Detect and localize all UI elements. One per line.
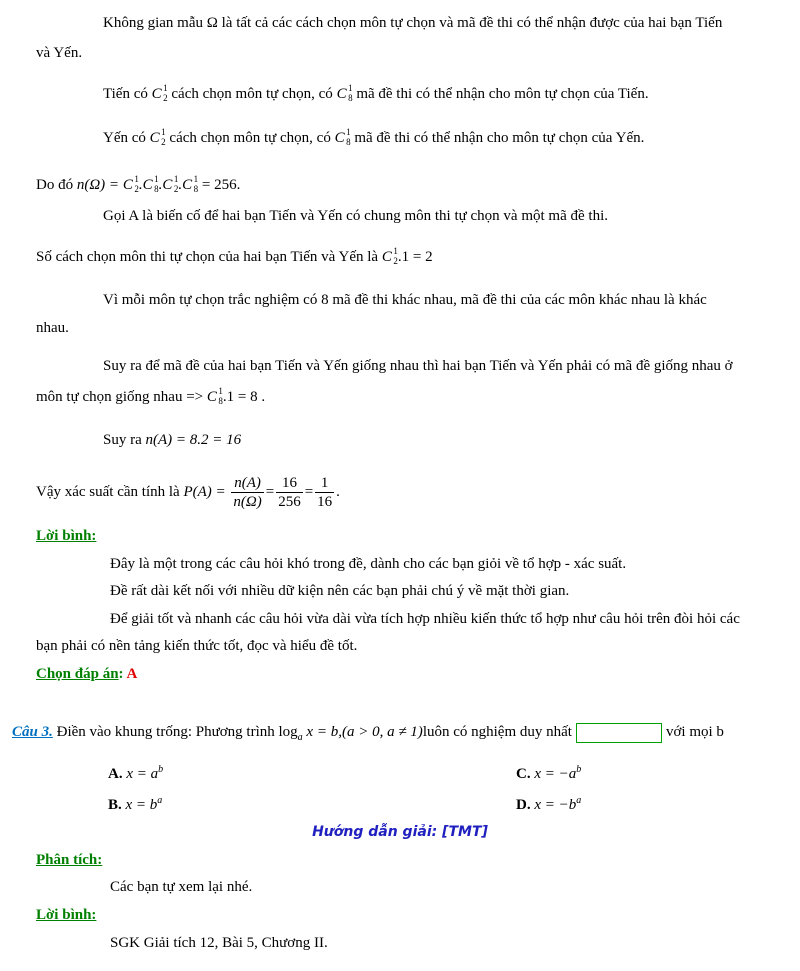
- question-text: Điền vào khung trống: Phương trình: [52, 724, 279, 740]
- commentary-line-4: bạn phải có nền tảng kiến thức tốt, đọc và hiểu đề tốt.: [36, 638, 358, 654]
- event-a-definition: Gọi A là biến cố để hai bạn Tiến và Yến có chung môn thi tự chọn và một mã đề thi.: [103, 208, 608, 224]
- fraction-16-over-256: [276, 474, 303, 511]
- question-text: luôn có nghiệm duy nhất: [422, 724, 572, 740]
- text: môn tự chọn giống nhau =>: [36, 389, 207, 405]
- formula-lhs: P(A) =: [183, 484, 226, 500]
- denominator: n(Ω): [233, 494, 262, 511]
- equation: x = b,: [306, 724, 342, 740]
- combination-c-2-1: C 1 2: [149, 127, 166, 147]
- log-expr: $\log_a$: [278, 724, 303, 743]
- text: .: [236, 177, 241, 193]
- analysis-text: Các bạn tự xem lại nhé.: [110, 879, 253, 895]
- option-text: x = b: [125, 797, 158, 813]
- numerator: 16: [276, 474, 303, 493]
- sample-space-line-2: và Yến.: [36, 45, 83, 61]
- question-label: Câu 3.: [12, 724, 53, 740]
- text: .: [336, 484, 340, 500]
- option-text: x = a: [126, 766, 159, 782]
- commentary-heading: Lời bình:: [36, 528, 97, 544]
- numerator: 1: [315, 474, 334, 493]
- formula: n(Ω) = C 1 2 .C 1 8 .C 1 2 .C 1 8: [76, 174, 199, 194]
- combination-c-8-1: C 1 8: [206, 386, 223, 406]
- text: Yến có: [103, 130, 150, 146]
- combination-c-2-1: C 1 2: [151, 83, 168, 103]
- combination-c-8-1: C 1 8: [334, 127, 351, 147]
- fraction-n-a-over-n-omega: [231, 474, 263, 511]
- text: Do đó: [36, 177, 77, 193]
- answer-letter: A: [126, 666, 138, 682]
- text: .1 = 8 .: [222, 389, 266, 405]
- option-c[interactable]: C. $x = -a^b$: [516, 764, 582, 782]
- answer-blank-box[interactable]: [576, 723, 662, 743]
- chosen-answer-label: Chọn đáp án: [36, 666, 119, 682]
- option-label: A.: [108, 766, 123, 782]
- option-text: x = −a: [534, 766, 577, 782]
- yen-choices: [103, 128, 644, 148]
- chosen-answer: [36, 664, 137, 684]
- sample-space-size: [36, 175, 240, 195]
- solution-guide-heading: Hướng dẫn giải: [TMT]: [312, 824, 488, 840]
- event-count: [103, 430, 241, 450]
- fraction-1-over-16: [315, 474, 334, 511]
- text: cách chọn môn tự chọn, có: [165, 130, 335, 146]
- option-label: C.: [516, 766, 531, 782]
- subject-choice-count: [36, 247, 433, 267]
- question-3: [12, 722, 724, 748]
- text: .1 = 2: [397, 249, 433, 265]
- condition: (a > 0, a ≠ 1): [341, 724, 423, 740]
- text: mã đề thi có thể nhận cho môn tự chọn của Tiến.: [352, 86, 649, 102]
- commentary-line-2: Đề rất dài kết nối với nhiều dữ kiện nên các bạn phải chú ý về mặt thời gian.: [110, 583, 570, 599]
- commentary-line-1: Đây là một trong các câu hỏi khó trong đề, dành cho các bạn giỏi về tổ hợp - xác suất.: [110, 556, 627, 572]
- combination-c-8-1: C 1 8: [336, 83, 353, 103]
- text: :: [118, 666, 127, 682]
- commentary-line-3: Để giải tốt và nhanh các câu hỏi vừa dài vừa tích hợp nhiều kiến thức tổ hợp như câu hỏi trên đòi hỏi các: [110, 611, 740, 627]
- commentary-heading-2: Lời bình:: [36, 907, 97, 923]
- formula-result: = 256: [201, 177, 237, 193]
- exam-code-line-2: nhau.: [36, 320, 69, 336]
- tien-choices: [103, 84, 649, 104]
- commentary-final: SGK Giải tích 12, Bài 5, Chương II.: [110, 935, 328, 951]
- denominator: 16: [317, 494, 333, 511]
- analysis-heading: Phân tích:: [36, 852, 103, 868]
- text: Số cách chọn môn thi tự chọn của hai bạn Tiến và Yến là: [36, 249, 382, 265]
- formula: n(A) = 8.2 = 16: [145, 432, 242, 448]
- text: Vậy xác suất cần tính là: [36, 484, 184, 500]
- option-text: x = −b: [534, 797, 577, 813]
- option-label: D.: [516, 797, 531, 813]
- option-b[interactable]: B. $x = b^a$: [108, 795, 163, 813]
- sample-space-line-1: Không gian mẫu Ω là tất cả các cách chọn môn tự chọn và mã đề thi có thể nhận được của hai bạn Tiến: [103, 15, 723, 31]
- option-d[interactable]: D. $x = -b^a$: [516, 795, 582, 813]
- question-text: với mọi b: [665, 724, 724, 740]
- text: mã đề thi có thể nhận cho môn tự chọn của Yến.: [350, 130, 645, 146]
- exam-code-line-1: Vì mỗi môn tự chọn trắc nghiệm có 8 mã đề thi khác nhau, mã đề thi của các môn khác nhau là khác: [103, 292, 707, 308]
- numerator: n(A): [231, 474, 263, 493]
- same-code-line-1: Suy ra để mã đề của hai bạn Tiến và Yến giống nhau thì hai bạn Tiến và Yến phải có mã đề giống nhau ở: [103, 358, 733, 374]
- same-code-line-2: [36, 387, 265, 407]
- option-label: B.: [108, 797, 122, 813]
- denominator: 256: [278, 494, 301, 511]
- text: Tiến có: [103, 86, 152, 102]
- combination-c-2-1: C 1 2: [381, 246, 398, 266]
- probability-result: Vậy xác suất cần tính là P(A) = $\frac{n(A)}{n(\Omega)}$ = $\frac{16}{256}$ = $\frac{1}{16}$ .: [36, 475, 340, 511]
- text: cách chọn môn tự chọn, có: [167, 86, 337, 102]
- option-a[interactable]: A. $x = a^b$: [108, 764, 164, 782]
- text: Suy ra: [103, 432, 146, 448]
